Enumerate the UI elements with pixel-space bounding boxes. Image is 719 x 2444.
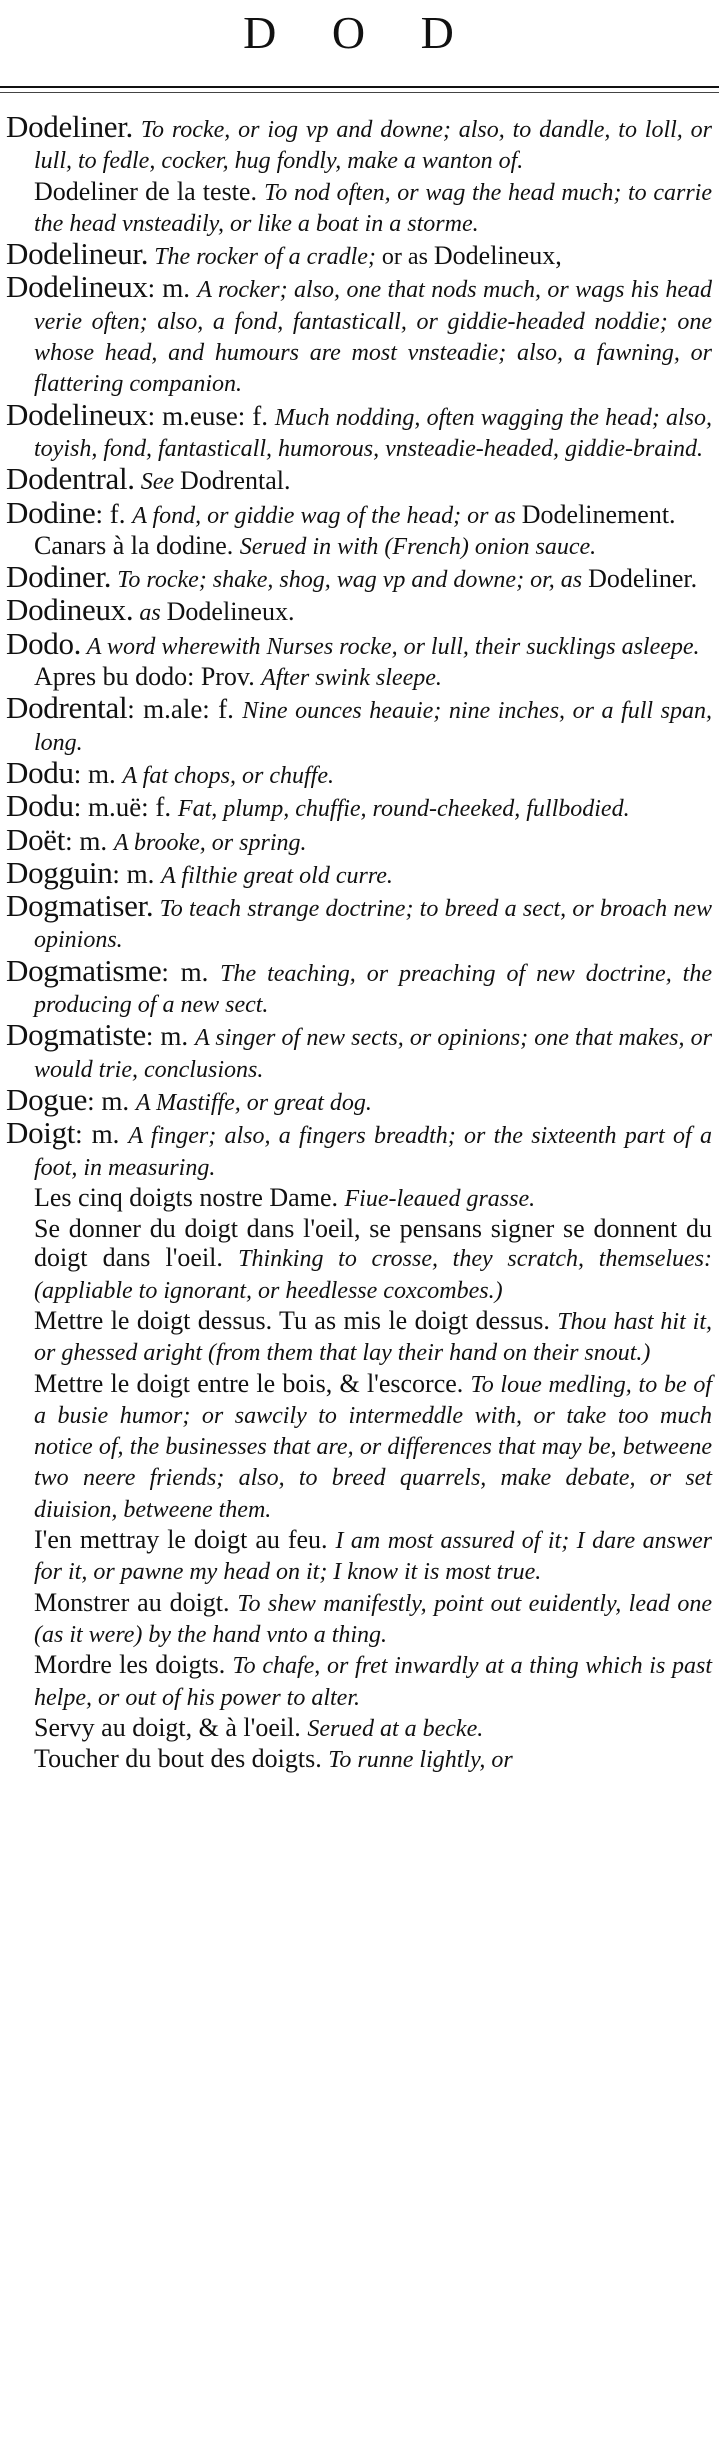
headword: Dogguin: [6, 854, 113, 890]
definition-text: The teaching, or preaching of new doctrine, the producing of a new sect.: [34, 960, 713, 1019]
definition-text: Thou hast hit it, or ghessed aright (from them that lay their hand on their snout.): [34, 1308, 712, 1367]
headword: Dodentral.: [6, 461, 135, 497]
definition-text: To rocke, or iog vp and downe; also, to dandle, to loll, or lull, to fedle, cocker, hug fondly, make a wanton of.: [34, 117, 712, 175]
dictionary-subentry: [6, 1306, 712, 1369]
dictionary-entry: [6, 461, 712, 497]
headword: Dodeliner.: [6, 109, 133, 144]
header-rule: [0, 86, 719, 88]
french-phrase: Se donner du doigt dans l'oeil, se pensans signer se donnent du doigt dans l'oeil.: [34, 1214, 712, 1273]
dictionary-subentry: [6, 1525, 712, 1588]
dictionary-entry: [6, 559, 712, 595]
headword: Doigt: [6, 1115, 76, 1151]
definition-text: Much nodding, often wagging the head; also, toyish, fond, fantasticall, humorous, vnsteadie-headed, giddie-braind.: [34, 404, 712, 462]
definition-text: A brooke, or spring.: [113, 829, 307, 856]
french-phrase: Dodelineux,: [433, 241, 562, 271]
headword: Dodineux.: [6, 592, 134, 628]
dictionary-subentry: [6, 177, 712, 240]
page-header: [0, 0, 719, 84]
grammar-label: : m.euse: f.: [147, 400, 275, 431]
headword: Dodu: [6, 754, 74, 790]
grammar-label: : m.: [75, 1119, 129, 1150]
definition-text: A filthie great old curre.: [161, 862, 393, 889]
headword: Dodelineux: [6, 269, 148, 305]
dictionary-subentry: [6, 1183, 712, 1214]
french-phrase: Canars à la dodine.: [34, 530, 240, 560]
french-phrase: Monstrer au doigt.: [34, 1587, 238, 1617]
headword: Dogue: [6, 1081, 88, 1117]
definition-text: A Mastiffe, or great dog.: [135, 1089, 372, 1116]
definition-text: A finger; also, a fingers breadth; or the sixteenth part of a foot, in measuring.: [34, 1123, 712, 1181]
headword: Dodelineur.: [6, 236, 149, 272]
definition-text: Fiue-leaued grasse.: [344, 1185, 536, 1212]
definition-text: To chafe, or fret inwardly at a thing which is past helpe, or out of his power to alter.: [34, 1653, 713, 1711]
dictionary-entry: [6, 690, 712, 758]
page-title: D O D: [243, 7, 476, 58]
dictionary-entry: [6, 269, 712, 399]
headword: Dodiner.: [6, 559, 112, 595]
definition-text: A rocker; also, one that nods much, or wags his head verie often; also, a fond, fantasticall, or giddie-headed noddie; one whose head, and humours are most vnsteadie; also, a fawning, or flattering companion.: [34, 277, 712, 398]
definition-text: To shew manifestly, point out euidently, lead one (as it were) by the hand vnto a thing.: [34, 1590, 712, 1648]
dictionary-entry: [6, 1017, 712, 1085]
french-phrase: Toucher du bout des doigts.: [34, 1744, 329, 1774]
grammar-label: : m.: [73, 758, 123, 789]
french-phrase: Servy au doigt, & à l'oeil.: [34, 1712, 308, 1742]
headword: Dogmatisme: [6, 952, 162, 988]
definition-text: To teach strange doctrine; to breed a sect, or broach new opinions.: [34, 896, 712, 954]
dictionary-subentry: [6, 1588, 712, 1651]
grammar-label: : f.: [95, 498, 133, 529]
french-phrase: Mordre les doigts.: [34, 1650, 233, 1680]
definition-text: To loue medling, to be of a busie humor; or sawcily to intermeddle with, or take too much notice of, the businesses that are, or differences that may be, betweene two neere friends; also, to breed quarrels, make debate, or set diuision, betweene them.: [34, 1371, 712, 1523]
french-phrase: Dodelinement.: [521, 499, 676, 529]
definition-text: Serued in with (French) onion sauce.: [239, 533, 597, 560]
french-phrase: Dodeliner de la teste.: [34, 176, 265, 206]
grammar-label: : m.: [87, 1085, 136, 1116]
headword: Dodine: [6, 494, 96, 530]
dictionary-entry: [6, 1081, 712, 1118]
header-rule-thin: [0, 92, 719, 93]
dictionary-entry: [6, 821, 712, 858]
headword: Dodu: [6, 788, 74, 824]
french-phrase: Dodeliner.: [588, 564, 698, 594]
dictionary-entry: [6, 494, 712, 531]
dictionary-entry: [6, 788, 712, 824]
definition-text: Nine ounces heauie; nine inches, or a full span, long.: [34, 698, 712, 756]
dictionary-subentry: [6, 531, 712, 562]
grammar-label: : m.ale: f.: [127, 694, 243, 725]
dictionary-entry: [6, 236, 712, 272]
french-phrase: Les cinq doigts nostre Dame.: [34, 1182, 345, 1212]
dictionary-entry: [6, 754, 712, 791]
definition-text: Fat, plump, chuffie, round-cheeked, fullbodied.: [177, 796, 630, 823]
definition-text: The rocker of a cradle;: [148, 244, 382, 271]
definition-text: A singer of new sects, or opinions; one that makes, or would trie, conclusions.: [34, 1025, 712, 1083]
french-phrase: Apres bu dodo: Prov.: [34, 662, 262, 692]
definition-text: as: [133, 600, 167, 627]
definition-text: Serued at a becke.: [307, 1715, 484, 1742]
french-phrase: Mettre le doigt entre le bois, & l'escorce.: [34, 1368, 471, 1398]
dictionary-entry: [6, 952, 713, 1021]
definition-text: I am most assured of it; I dare answer for it, or pawne my head on it; I know it is most true.: [34, 1528, 713, 1586]
grammar-label: : m.: [112, 858, 162, 889]
dictionary-subentry: [6, 1713, 712, 1744]
definition-text: See: [134, 469, 181, 496]
dictionary-subentry: [6, 1650, 712, 1713]
definition-text: A fond, or giddie wag of the head; or as: [132, 502, 522, 529]
headword: Dodo.: [6, 625, 82, 661]
definition-text: After swink sleepe.: [261, 665, 442, 692]
dictionary-column: [6, 109, 713, 1775]
definition-text: To runne lightly, or: [328, 1747, 513, 1774]
headword: Dodrental: [6, 690, 128, 726]
dictionary-subentry: [6, 1744, 712, 1775]
grammar-label: : m.uë: f.: [73, 792, 178, 823]
dictionary-subentry: [6, 662, 712, 693]
headword: Dodelineux: [6, 396, 148, 432]
dictionary-subentry: [6, 1369, 712, 1525]
grammar-label: : m.: [65, 825, 114, 856]
dictionary-entry: [6, 592, 712, 628]
french-phrase: Dodrental.: [180, 466, 291, 496]
dictionary-entry: [6, 625, 712, 662]
definition-text: Thinking to crosse, they scratch, themselues: (appliable to ignorant, or heedlesse coxcombes.): [34, 1246, 712, 1304]
definition-text: To rocke; shake, shog, wag vp and downe; or, as: [111, 567, 589, 594]
french-phrase: I'en mettray le doigt au feu.: [34, 1525, 336, 1555]
connector-text: or as: [381, 244, 434, 271]
grammar-label: : m.: [145, 1021, 195, 1052]
french-phrase: Dodelineux.: [166, 597, 295, 627]
dictionary-entry: [6, 888, 712, 956]
definition-text: A word wherewith Nurses rocke, or lull, their sucklings asleepe.: [81, 633, 700, 660]
headword: Dogmatiste: [6, 1017, 146, 1053]
definition-text: A fat chops, or chuffe.: [122, 762, 334, 789]
dictionary-entry: [6, 854, 712, 891]
french-phrase: Mettre le doigt dessus. Tu as mis le doigt dessus.: [34, 1305, 558, 1335]
dictionary-subentry: [6, 1214, 712, 1306]
headword: Doët: [6, 821, 66, 857]
dictionary-entry: [6, 1115, 712, 1183]
headword: Dogmatiser.: [6, 888, 154, 924]
grammar-label: : m.: [147, 273, 198, 304]
grammar-label: : m.: [161, 956, 221, 987]
definition-text: To nod often, or wag the head much; to carrie the head vnsteadily, or like a boat in a storme.: [34, 179, 713, 237]
dictionary-entry: [6, 396, 712, 465]
dictionary-entry: [6, 109, 712, 177]
